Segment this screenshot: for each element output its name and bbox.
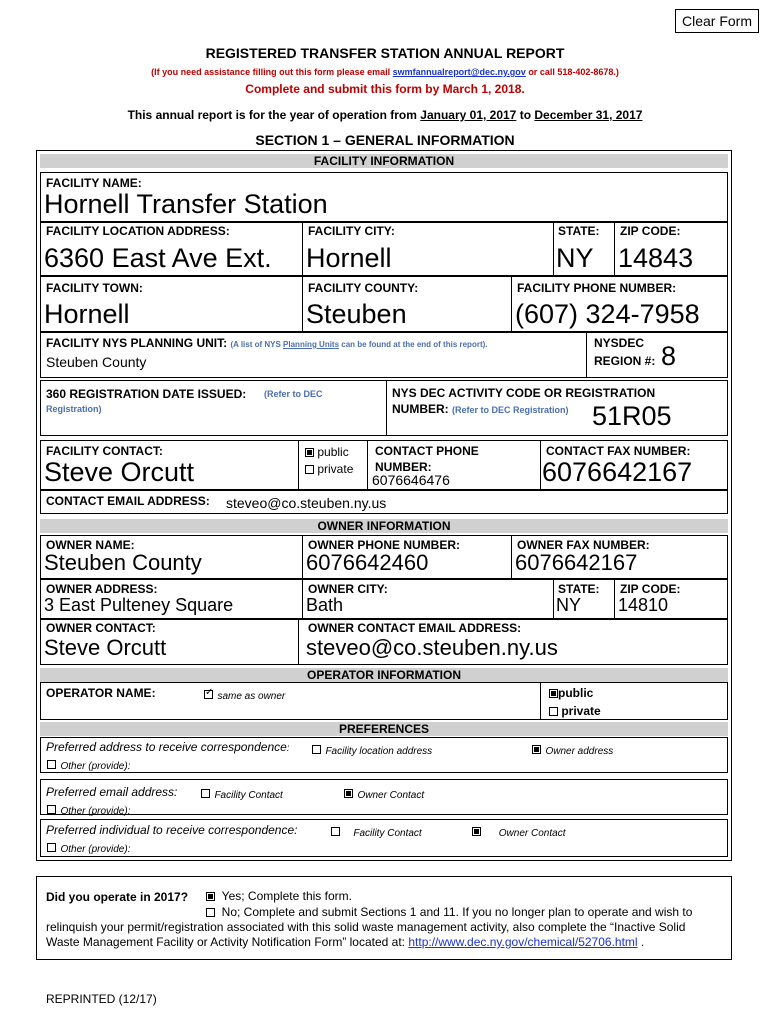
owner-fax-value[interactable]: 6076642167 (515, 550, 638, 575)
facility-state-value[interactable]: NY (556, 243, 594, 273)
clear-form-button[interactable]: Clear Form (675, 9, 759, 33)
owner-phone-value[interactable]: 6076642460 (306, 550, 429, 575)
owner-address-label: OWNER ADDRESS: (46, 582, 158, 596)
individual-facility-contact-checkbox[interactable] (331, 827, 340, 836)
operate-no-line-3: Waste Management Facility or Activity Notification Form” located at: http://www.dec.ny.gov/chemical/52706.html . (46, 935, 645, 949)
year-line: This annual report is for the year of operation from January 01, 2017 to December 31, 2017 (127, 108, 643, 122)
contact-private-option[interactable]: private (305, 462, 353, 476)
facility-contact-value[interactable]: Steve Orcutt (44, 457, 195, 487)
owner-name-value[interactable]: Steuben County (44, 550, 202, 575)
facility-address-label: FACILITY LOCATION ADDRESS: (46, 224, 230, 238)
owner-city-label: OWNER CITY: (308, 582, 388, 596)
notification-form-link[interactable]: http://www.dec.ny.gov/chemical/52706.html (408, 935, 638, 949)
owner-phone-label: OWNER PHONE NUMBER: (308, 538, 460, 552)
facility-county-label: FACILITY COUNTY: (308, 281, 419, 295)
operate-yes-checkbox[interactable] (206, 892, 215, 901)
facility-town-label: FACILITY TOWN: (46, 281, 143, 295)
private-checkbox[interactable] (305, 465, 314, 474)
pref-individual-question: Preferred individual to receive correspondence: (46, 823, 298, 837)
reg-date-label: 360 REGISTRATION DATE ISSUED: (46, 387, 247, 401)
contact-fax-value[interactable]: 6076642167 (542, 457, 693, 487)
preferences-band: PREFERENCES (40, 722, 728, 736)
operator-public-option[interactable]: public (549, 686, 593, 700)
facility-contact-label: FACILITY CONTACT: (46, 444, 163, 458)
operator-private-option[interactable]: private (549, 704, 601, 718)
report-title: REGISTERED TRANSFER STATION ANNUAL REPORT (205, 45, 565, 61)
facility-city-value[interactable]: Hornell (306, 243, 392, 273)
owner-email-value[interactable]: steveo@co.steuben.ny.us (306, 635, 558, 660)
contact-email-value[interactable]: steveo@co.steuben.ny.us (226, 495, 387, 511)
facility-name-value[interactable]: Hornell Transfer Station (44, 189, 328, 219)
reprinted-footer: REPRINTED (12/17) (46, 992, 157, 1006)
facility-name-label: FACILITY NAME: (46, 176, 142, 190)
owner-contact-value[interactable]: Steve Orcutt (44, 635, 167, 660)
assist-email-link[interactable]: swmfannualreport@dec.ny.gov (392, 67, 526, 77)
pref-email-question: Preferred email address: (46, 785, 178, 799)
planning-unit-value[interactable]: Steuben County (46, 354, 147, 370)
facility-county-value[interactable]: Steuben (306, 299, 407, 329)
facility-zip-value[interactable]: 14843 (618, 243, 694, 273)
individual-owner-contact-checkbox[interactable] (472, 827, 481, 836)
other-individual-checkbox[interactable] (47, 843, 56, 852)
owner-address-checkbox[interactable] (532, 745, 541, 754)
region-value[interactable]: 8 (661, 341, 677, 371)
facility-info-band: FACILITY INFORMATION (40, 154, 728, 168)
activity-label-2: NUMBER: (Refer to DEC Registration) (392, 402, 569, 416)
planning-unit-label: FACILITY NYS PLANNING UNIT: (A list of NYS Planning Units can be found at the end of this report). (46, 336, 488, 350)
operate-yes-option[interactable]: Yes; Complete this form. (206, 889, 352, 903)
public-checkbox[interactable] (305, 448, 314, 457)
facility-city-label: FACILITY CITY: (308, 224, 395, 238)
facility-address-value[interactable]: 6360 East Ave Ext. (44, 243, 272, 273)
operate-no-line-2: relinquish your permit/registration associated with this solid waste management activity, also complete the “Inactive Solid (46, 920, 686, 934)
contact-phone-label-2: NUMBER: (375, 460, 432, 474)
region-label-1: NYSDEC (594, 336, 645, 350)
same-as-owner-option[interactable]: ✓ same as owner (204, 686, 285, 704)
activity-label-1: NYS DEC ACTIVITY CODE OR REGISTRATION (392, 386, 656, 400)
contact-phone-value[interactable]: 6076646476 (372, 472, 450, 488)
activity-code-value[interactable]: 51R05 (592, 401, 672, 431)
owner-city-value[interactable]: Bath (306, 595, 344, 615)
pref-address-question: Preferred address to receive correspondence: (46, 740, 290, 754)
other-address-checkbox[interactable] (47, 760, 56, 769)
owner-address-value[interactable]: 3 East Pulteney Square (44, 595, 234, 615)
operator-private-checkbox[interactable] (549, 707, 558, 716)
contact-public-option[interactable]: public (305, 445, 349, 459)
deadline: Complete and submit this form by March 1, 2018. (245, 82, 525, 96)
contact-email-label: CONTACT EMAIL ADDRESS: (46, 494, 210, 508)
same-as-owner-checkbox[interactable] (204, 690, 213, 699)
owner-state-value[interactable]: NY (556, 595, 582, 615)
owner-state-label: STATE: (558, 582, 600, 596)
operator-public-checkbox[interactable] (549, 689, 558, 698)
owner-name-label: OWNER NAME: (46, 538, 135, 552)
facility-phone-label: FACILITY PHONE NUMBER: (517, 281, 677, 295)
pref-address-owner-option[interactable]: Owner address (532, 741, 613, 759)
pref-individual-owner-option[interactable]: Owner Contact (472, 823, 565, 841)
contact-phone-label-1: CONTACT PHONE (375, 444, 479, 458)
owner-info-band: OWNER INFORMATION (40, 519, 728, 533)
owner-zip-value[interactable]: 14810 (618, 595, 669, 615)
contact-fax-label: CONTACT FAX NUMBER: (546, 444, 691, 458)
facility-location-checkbox[interactable] (312, 745, 321, 754)
operate-no-checkbox[interactable] (206, 908, 215, 917)
operator-name-label: OPERATOR NAME: (46, 686, 156, 700)
operate-no-option[interactable]: No; Complete and submit Sections 1 and 11. If you no longer plan to operate and wish to (206, 905, 692, 919)
owner-zip-label: ZIP CODE: (620, 582, 681, 596)
pref-email-owner-option[interactable]: Owner Contact (344, 785, 424, 803)
operate-question: Did you operate in 2017? (46, 890, 189, 904)
assistance-line: (If you need assistance filling out this form please email swmfannualreport@dec.ny.gov or call 518-402-8678.) (151, 67, 619, 77)
reg-date-note: (Refer to DEC Registration) (46, 389, 323, 414)
owner-contact-label: OWNER CONTACT: (46, 621, 156, 635)
pref-email-facility-option[interactable]: Facility Contact (201, 785, 283, 803)
pref-individual-other-option[interactable]: Other (provide): (47, 839, 130, 857)
owner-email-label: OWNER CONTACT EMAIL ADDRESS: (308, 621, 522, 635)
pref-individual-facility-option[interactable]: Facility Contact (331, 823, 422, 841)
email-owner-contact-checkbox[interactable] (344, 789, 353, 798)
facility-zip-label: ZIP CODE: (620, 224, 681, 238)
facility-phone-value[interactable]: (607) 324-7958 (515, 299, 700, 329)
other-email-checkbox[interactable] (47, 805, 56, 814)
email-facility-contact-checkbox[interactable] (201, 789, 210, 798)
pref-address-facility-option[interactable]: Facility location address (312, 741, 432, 759)
pref-address-other-option[interactable]: Other (provide): (47, 756, 130, 774)
operator-info-band: OPERATOR INFORMATION (40, 668, 728, 682)
owner-fax-label: OWNER FAX NUMBER: (517, 538, 650, 552)
region-label-2: REGION #: (594, 354, 656, 368)
facility-town-value[interactable]: Hornell (44, 299, 130, 329)
facility-state-label: STATE: (558, 224, 600, 238)
pref-email-other-option[interactable]: Other (provide): (47, 801, 130, 819)
section-1-heading: SECTION 1 – GENERAL INFORMATION (255, 132, 515, 148)
